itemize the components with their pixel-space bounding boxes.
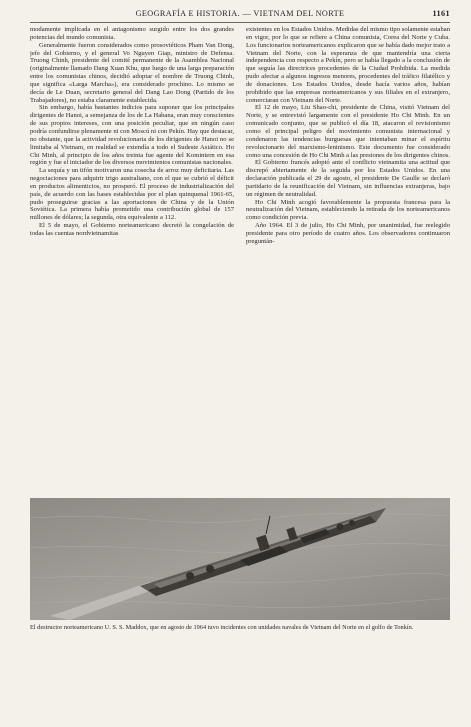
right-column [246,26,450,492]
paragraph: modamente implicada en el antagonismo surgido entre los dos grandes potencias del mundo comunista. [30,26,234,41]
paragraph: Año 1964. El 3 de julio, Ho Chi Minh, por unanimidad, fue reelegido presidente para otro período de cuatro años. Los observadores continuaron preguntán- [246,222,450,245]
paragraph: Sin embargo, había bastantes indicios para suponer que los principales dirigentes de Hanoi, a semejanza de los de La Habana, eran muy conscientes de sus propios intereses, con una posición peculiar, que en ningún caso podría confundirse plenamente ni con Moscú ni con Pekín. Hay que destacar, no obstante, que la actividad revolucionaria de los dirigentes de Hanoi no se limitaba al Vietnam, en realidad se extendía a todo el Sudeste Asiático. Ho Chi Minh, al principio de los años treinta fue agente del Komintern en esa región y fue el iniciador de los diversos movimientos comunistas nacionales. [30,104,234,167]
paragraph: La sequía y un tifón motivaron una cosecha de arroz muy deficitaria. Las negociaciones para adquirir trigo australiano, con el que se cubrió el déficit en productos alimenticios, no prosperó. El proceso de industrialización del país, de acuerdo con las bases establecidas por el plan quinquenal 1961-65, pudo proseguirse gracias a las aportaciones de China y de la Unión Soviética. La primera había prometido una contribución global de 157 millones de dólares; la segunda, otra equivalente a 112. [30,167,234,222]
destroyer-illustration [30,498,450,620]
running-header [30,8,450,22]
paragraph: Ho Chi Minh acogió favorablemente la propuesta francesa para la neutralización del Vietnam, estableciendo la retirada de los norteamericanos como condición previa. [246,198,450,222]
left-column [30,26,234,492]
paragraph: Generalmente fueron considerados como prosoviéticos Pham Van Dong, jefe del Gobierno, y el general Vo Nguyen Giap, ministro de Defensa. Truong Chinh, presidente del comité permanente de la Asamblea Nacional (originalmente llamado Dang Xuan Khu, que luego de una larga preparación entre los comunistas chinos, decidió adoptar el nombre de Truong Chinh, que significa «Larga Marcha»), era considerado prochino. Lo mismo se decía de Le Duan, secretario general del Dang Lao Dong (Partido de los Trabajadores), no estaba claramente establecida. [30,41,234,104]
header-rule [30,22,450,23]
paragraph: existentes en los Estados Unidos. Medidas del mismo tipo solamente estaban en vigor, por lo que se refiere a China comunista, Corea del Norte y Cuba. Los funcionarios norteamericanos explicaron que se había dado mejor trato a Vietnam del Norte, con la esperanza de que mantendría una cierta independencia con respecto a Pekín, pero se había llegado a la conclusión de que seguía las directrices procedentes de la Ciudad Prohibida. La medida pudo afectar a algunos ingresos menores, procedentes del tráfico filatélico y de donaciones. Los Estados Unidos, desde hacía varios años, habían prohibido que las empresas norteamericanos y sus filiales en el extranjero, comerciaran con Vietnam del Norte. [246,26,450,104]
paragraph: El 12 de mayo, Liu Shao-chi, presidente de China, visitó Vietnam del Norte, y se entrevistó largamente con el presidente Ho Chi Minh. En un comunicado conjunto, que se publicó el día 18, atacaron el revisionismo como el principal peligro del movimiento comunista internacional y condenaron las tendencias burguesas que intentaban minar el espíritu revolucionario del marxismo-leninismo. Este documento fue considerado como una concesión de Ho Chi Minh a las presiones de los dirigentes chinos. [246,104,450,159]
destroyer-photo [30,498,450,620]
photo-caption: El destructor norteamericano U. S. S. Maddox, que en agosto de 1964 tuvo incidentes con unidades navales de Vietnam del Norte en el golfo de Tonkín. [30,624,414,631]
paragraph: El Gobierno francés adoptó ante el conflicto vietnamita una actitud que discrepó abiertamente de la seguida por los Estados Unidos. En una declaración publicada el 29 de agosto, el presidente De Gaulle se declaró partidario de la reunificación del Vietnam, sin influencias extranjeras, bajo un régimen de neutralidad. [246,159,450,198]
running-title: GEOGRAFÍA E HISTORIA. — VIETNAM DEL NORTE [135,9,345,18]
paragraph: El 5 de mayo, el Gobierno norteamericano decretó la congelación de todas las cuentas nordvietnamitas [30,222,234,237]
page-number: 1161 [432,9,450,18]
